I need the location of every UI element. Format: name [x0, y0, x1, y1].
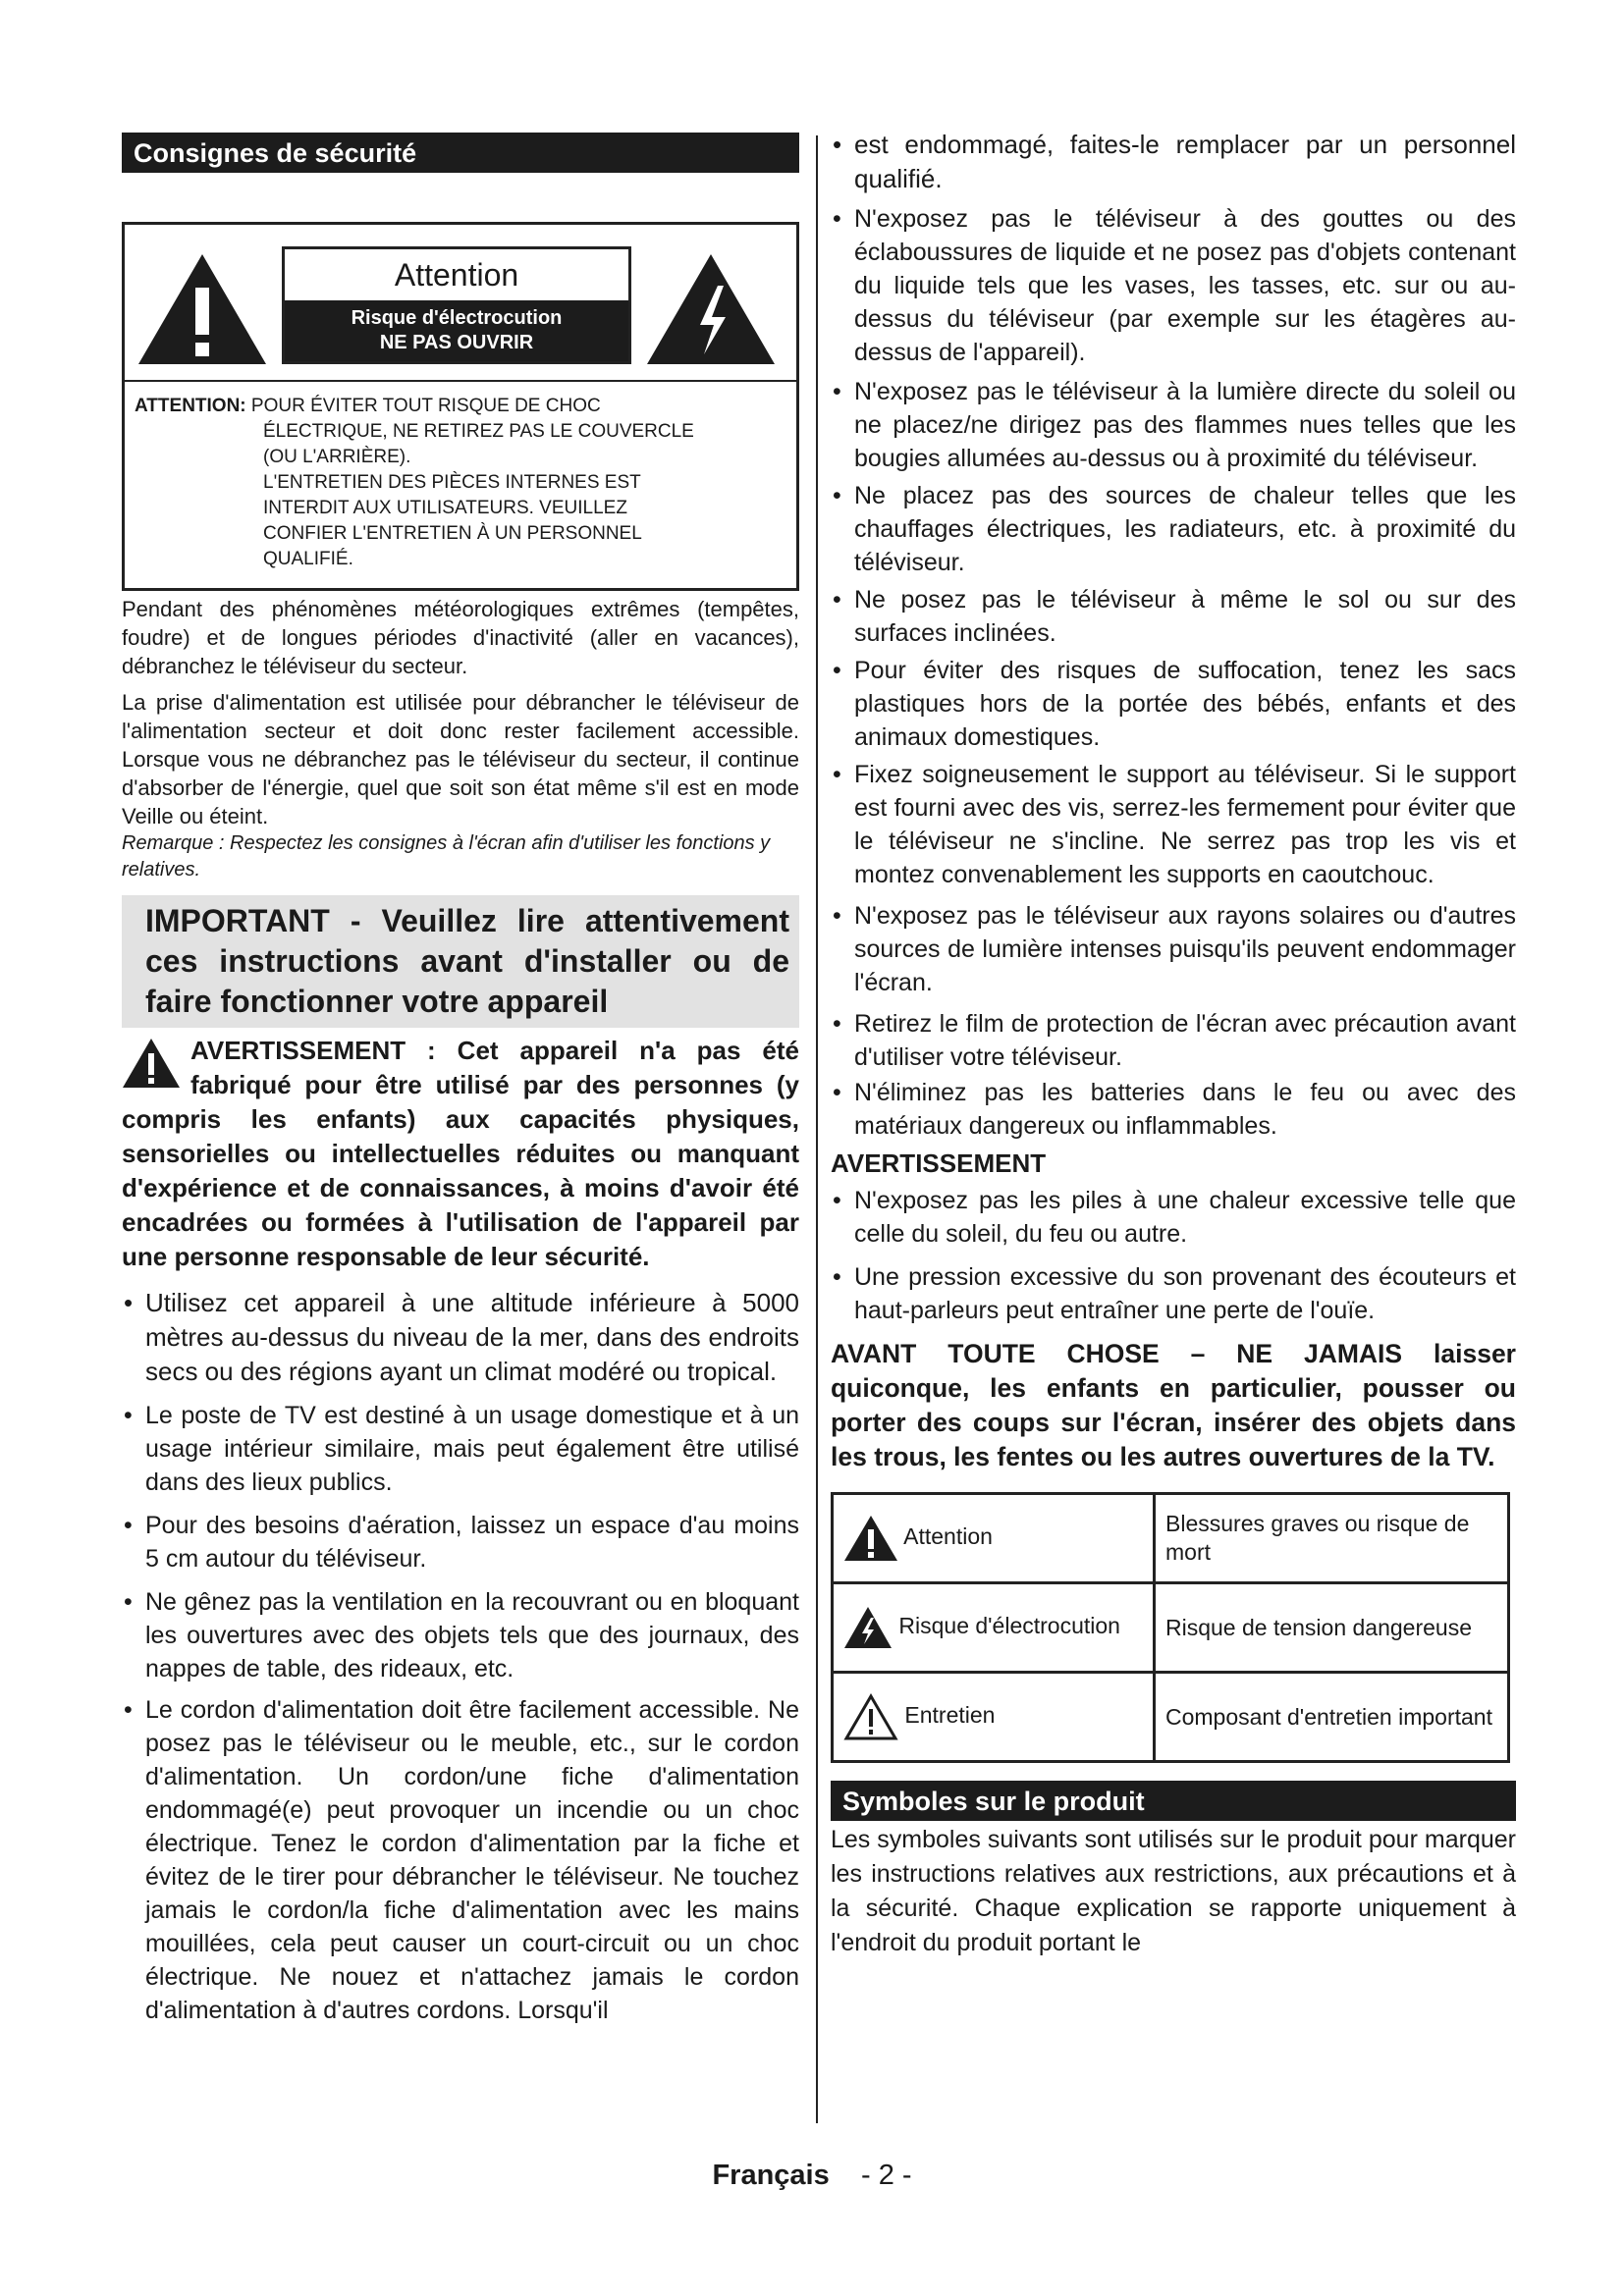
list-item: • N'exposez pas le téléviseur à des gouttes ou des éclaboussures de liquide et ne posez pas d'objets contenant du liquide tels que les vases, les tasses, etc. sur ou au-dessus du téléviseur (par exemple sur les étagères au-dessus de l'appareil).: [831, 202, 1516, 369]
caution-title: Attention: [394, 257, 519, 293]
symbol-meaning: Risque de tension dangereuse: [1155, 1583, 1509, 1673]
list-item: • Une pression excessive du son provenant des écouteurs et haut-parleurs peut entraîner une perte de l'ouïe.: [831, 1260, 1516, 1327]
symbol-label: Attention: [903, 1523, 993, 1550]
caution-subtitle: [285, 300, 628, 361]
outline-warning-triangle-icon: [843, 1693, 898, 1740]
caution-text-line: ÉLECTRIQUE, NE RETIREZ PAS LE COUVERCLE: [263, 421, 694, 442]
caution-text-first: POUR ÉVITER TOUT RISQUE DE CHOC: [245, 396, 601, 416]
left-column: [122, 133, 799, 2027]
remark-note: Remarque : Respectez les consignes à l'écran afin d'utiliser les fonctions y relatives.: [122, 832, 771, 881]
caution-text-line: L'ENTRETIEN DES PIÈCES INTERNES EST: [263, 472, 641, 493]
caution-label-panel: [282, 246, 631, 364]
paragraph-weather: Pendant des phénomènes météorologiques extrêmes (tempêtes, foudre) et de longues périodes d'inactivité (aller en vacances), débranchez le téléviseur du secteur.: [122, 597, 799, 678]
symbols-paragraph: Les symboles suivants sont utilisés sur le produit pour marquer les instructions relatives aux restrictions, aux précautions et à la sécurité. Chaque explication se rapporte uniquement à l'endroit du produit portant le: [831, 1826, 1516, 1956]
symbol-meaning: Composant d'entretien important: [1155, 1673, 1509, 1762]
warning-triangle-icon: [122, 1038, 181, 1089]
warning-text: AVERTISSEMENT : Cet appareil n'a pas été fabriqué pour être utilisé par des personnes (y compris les enfants) aux capacités physiques, sensorielles ou intellectuelles réduites ou manquant d'expérience et de connaissances, à moins d'avoir été encadrées ou formées à l'utilisation de l'appareil par une personne responsable de leur sécurité.: [122, 1036, 799, 1271]
symbol-table: [831, 1492, 1510, 1763]
page-footer: [0, 2160, 1624, 2192]
continuation-text: [831, 128, 1516, 196]
caution-text-line: INTERDIT AUX UTILISATEURS. VEUILLEZ: [263, 498, 627, 518]
table-row: [833, 1583, 1509, 1673]
safety-heading: Consignes de sécurité: [122, 133, 799, 173]
caution-subtitle-line2: NE PAS OUVRIR: [379, 332, 534, 353]
list-item: • Ne placez pas des sources de chaleur telles que les chauffages électriques, les radiateurs, etc. à proximité du téléviseur.: [831, 479, 1516, 579]
right-column: [831, 128, 1516, 1960]
footer-page-number: - 2 -: [860, 2160, 912, 2191]
symbol-label: Entretien: [904, 1702, 996, 1729]
list-item: • N'éliminez pas les batteries dans le feu ou avec des matériaux dangereux ou inflammables.: [831, 1076, 1516, 1143]
symbol-cell: [833, 1494, 1155, 1583]
list-item: • Pour éviter des risques de suffocation, tenez les sacs plastiques hors de la portée des bébés, enfants et des animaux domestiques.: [831, 654, 1516, 754]
continuation-span: est endommagé, faites-le remplacer par un personnel qualifié.: [854, 130, 1516, 193]
symbols-heading: Symboles sur le produit: [831, 1781, 1516, 1821]
caution-text: [135, 394, 763, 572]
symbol-label: Risque d'électrocution: [898, 1613, 1120, 1639]
lightning-triangle-icon: [645, 252, 777, 366]
list-item: • N'exposez pas le téléviseur à la lumière directe du soleil ou ne placez/ne dirigez pas des flammes nues telles que les bougies allumées au-dessus ou à proximité du téléviseur.: [831, 375, 1516, 475]
list-item: • Utilisez cet appareil à une altitude inférieure à 5000 mètres au-dessus du niveau de la mer, dans des endroits secs ou des régions ayant un climat modéré ou tropical.: [122, 1286, 799, 1389]
caution-text-label: ATTENTION:: [135, 396, 246, 416]
table-row: [833, 1673, 1509, 1762]
avant-toute-chose-notice: AVANT TOUTE CHOSE – NE JAMAIS laisser quiconque, les enfants en particulier, pousser ou porter des coups sur l'écran, insérer des objets dans les trous, les fentes ou les autres ouvertures de la TV.: [831, 1339, 1516, 1471]
list-item: • Fixez soigneusement le support au téléviseur. Si le support est fourni avec des vis, serrez-les fermement pour éviter que le téléviseur ne s'incline. Ne serrez pas trop les vis et montez convenablement les supports en caoutchouc.: [831, 758, 1516, 891]
caution-text-line: CONFIER L'ENTRETIEN À UN PERSONNEL: [263, 523, 642, 544]
table-row: [833, 1494, 1509, 1583]
symbol-cell: [833, 1673, 1155, 1762]
list-item: • N'exposez pas le téléviseur aux rayons solaires ou d'autres sources de lumière intenses puisqu'ils peuvent endommager l'écran.: [831, 899, 1516, 999]
symbol-cell: [833, 1583, 1155, 1673]
list-item: • Pour des besoins d'aération, laissez un espace d'au moins 5 cm autour du téléviseur.: [122, 1509, 799, 1575]
lightning-triangle-icon: [843, 1606, 893, 1649]
list-item: • Le poste de TV est destiné à un usage domestique et à un usage intérieur similaire, mais peut également être utilisé dans des lieux publics.: [122, 1399, 799, 1499]
caution-box: [122, 222, 799, 591]
footer-language: Français: [712, 2160, 830, 2191]
list-item: • Retirez le film de protection de l'écran avec précaution avant d'utiliser votre téléviseur.: [831, 1007, 1516, 1074]
caution-subtitle-line1: Risque d'électrocution: [351, 307, 563, 329]
warning-triangle-icon: [843, 1515, 898, 1562]
caution-text-line: (OU L'ARRIÈRE).: [263, 447, 411, 467]
list-item: • Ne gênez pas la ventilation en la recouvrant ou en bloquant les ouvertures avec des objets tels que des journaux, des nappes de table, des rideaux, etc.: [122, 1585, 799, 1685]
avertissement-heading: AVERTISSEMENT: [831, 1148, 1047, 1178]
warning-triangle-icon: [136, 252, 268, 366]
list-item: • Ne posez pas le téléviseur à même le sol ou sur des surfaces inclinées.: [831, 583, 1516, 650]
paragraph-power-plug: La prise d'alimentation est utilisée pour débrancher le téléviseur de l'alimentation secteur et doit donc rester facilement accessible. Lorsque vous ne débranchez pas le téléviseur du secteur, il continue d'absorber de l'énergie, quel que soit son état même s'il est en mode Veille ou éteint.: [122, 690, 799, 828]
list-item: • Le cordon d'alimentation doit être facilement accessible. Ne posez pas le téléviseur ou le meuble, etc., sur le cordon d'alimentation. Un cordon/une fiche d'alimentation endommagé(e) peut provoquer un incendie ou un choc électrique. Tenez le cordon d'alimentation par la fiche et évitez de le tirer pour débrancher le téléviseur. Ne touchez jamais le cordon/la fiche d'alimentation avec les mains mouillées, cela peut causer un court-circuit ou un choc électrique. Ne nouez et n'attachez jamais le cordon d'alimentation à d'autres cordons. Lorsqu'il: [122, 1693, 799, 2027]
column-divider: [816, 135, 818, 2123]
caution-text-line: QUALIFIÉ.: [263, 549, 353, 569]
important-notice: IMPORTANT - Veuillez lire attentivement ces instructions avant d'installer ou de faire fonctionner votre appareil: [122, 895, 799, 1028]
list-item: • N'exposez pas les piles à une chaleur excessive telle que celle du soleil, du feu ou autre.: [831, 1184, 1516, 1251]
warning-block: [122, 1034, 799, 1274]
symbol-meaning: Blessures graves ou risque de mort: [1155, 1494, 1509, 1583]
caution-box-separator: [125, 380, 796, 382]
